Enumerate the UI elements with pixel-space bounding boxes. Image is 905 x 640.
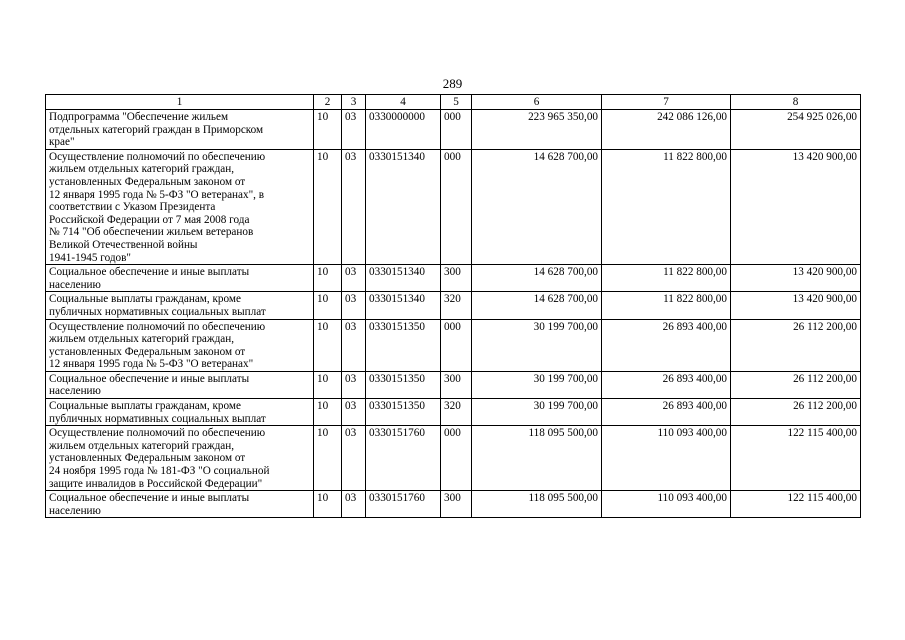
amount-col8-cell: 122 115 400,00 xyxy=(731,491,861,518)
header-cell: 4 xyxy=(366,95,441,110)
amount-col8-cell: 254 925 026,00 xyxy=(731,110,861,150)
subsection-code-cell: 03 xyxy=(342,319,366,371)
row-name-cell: Социальное обеспечение и иные выплаты населению xyxy=(46,265,314,292)
expense-type-cell: 320 xyxy=(441,292,472,319)
table-row xyxy=(46,426,861,491)
amount-col6-cell: 118 095 500,00 xyxy=(472,491,602,518)
amount-col6-cell: 14 628 700,00 xyxy=(472,265,602,292)
header-cell: 6 xyxy=(472,95,602,110)
section-code-cell: 10 xyxy=(314,371,342,398)
amount-col7-cell: 242 086 126,00 xyxy=(602,110,731,150)
header-cell: 5 xyxy=(441,95,472,110)
expense-type-cell: 300 xyxy=(441,265,472,292)
amount-col6-cell: 30 199 700,00 xyxy=(472,319,602,371)
amount-col6-cell: 223 965 350,00 xyxy=(472,110,602,150)
table-row xyxy=(46,319,861,371)
target-article-cell: 0330151340 xyxy=(366,265,441,292)
target-article-cell: 0330000000 xyxy=(366,110,441,150)
row-name-cell: Осуществление полномочий по обеспечению жильем отдельных категорий граждан, установленных Федеральным законом от 12 января 1995 года № 5-ФЗ "О ветеранах" xyxy=(46,319,314,371)
table-row xyxy=(46,491,861,518)
target-article-cell: 0330151350 xyxy=(366,319,441,371)
amount-col7-cell: 11 822 800,00 xyxy=(602,292,731,319)
target-article-cell: 0330151760 xyxy=(366,491,441,518)
row-name-cell: Социальное обеспечение и иные выплаты населению xyxy=(46,491,314,518)
target-article-cell: 0330151350 xyxy=(366,399,441,426)
section-code-cell: 10 xyxy=(314,110,342,150)
section-code-cell: 10 xyxy=(314,292,342,319)
subsection-code-cell: 03 xyxy=(342,426,366,491)
section-code-cell: 10 xyxy=(314,149,342,264)
subsection-code-cell: 03 xyxy=(342,399,366,426)
target-article-cell: 0330151340 xyxy=(366,149,441,264)
expense-type-cell: 300 xyxy=(441,491,472,518)
table-row xyxy=(46,292,861,319)
amount-col6-cell: 14 628 700,00 xyxy=(472,292,602,319)
subsection-code-cell: 03 xyxy=(342,149,366,264)
expense-type-cell: 000 xyxy=(441,149,472,264)
subsection-code-cell: 03 xyxy=(342,110,366,150)
amount-col6-cell: 118 095 500,00 xyxy=(472,426,602,491)
amount-col7-cell: 110 093 400,00 xyxy=(602,426,731,491)
target-article-cell: 0330151340 xyxy=(366,292,441,319)
amount-col6-cell: 30 199 700,00 xyxy=(472,371,602,398)
table-row xyxy=(46,399,861,426)
amount-col8-cell: 13 420 900,00 xyxy=(731,149,861,264)
header-row xyxy=(46,95,861,110)
amount-col8-cell: 13 420 900,00 xyxy=(731,265,861,292)
section-code-cell: 10 xyxy=(314,491,342,518)
table-row xyxy=(46,110,861,150)
target-article-cell: 0330151760 xyxy=(366,426,441,491)
subsection-code-cell: 03 xyxy=(342,371,366,398)
expense-type-cell: 000 xyxy=(441,110,472,150)
table-row xyxy=(46,149,861,264)
expense-type-cell: 000 xyxy=(441,319,472,371)
subsection-code-cell: 03 xyxy=(342,491,366,518)
amount-col7-cell: 26 893 400,00 xyxy=(602,399,731,426)
amount-col8-cell: 26 112 200,00 xyxy=(731,319,861,371)
budget-table xyxy=(45,94,861,518)
table-row xyxy=(46,265,861,292)
header-cell: 3 xyxy=(342,95,366,110)
header-cell: 1 xyxy=(46,95,314,110)
expense-type-cell: 000 xyxy=(441,426,472,491)
amount-col8-cell: 13 420 900,00 xyxy=(731,292,861,319)
section-code-cell: 10 xyxy=(314,319,342,371)
row-name-cell: Подпрограмма "Обеспечение жильем отдельных категорий граждан в Приморском крае" xyxy=(46,110,314,150)
row-name-cell: Осуществление полномочий по обеспечению жильем отдельных категорий граждан, установленных Федеральным законом от 12 января 1995 года № 5-ФЗ "О ветеранах", в соответствии с Указом Президента Российской Федерации от 7 мая 2008 года № 714 "Об обеспечении жильем ветеранов Великой Отечественной войны 1941-1945 годов" xyxy=(46,149,314,264)
amount-col8-cell: 26 112 200,00 xyxy=(731,371,861,398)
row-name-cell: Социальные выплаты гражданам, кроме публичных нормативных социальных выплат xyxy=(46,292,314,319)
amount-col8-cell: 122 115 400,00 xyxy=(731,426,861,491)
section-code-cell: 10 xyxy=(314,426,342,491)
header-cell: 7 xyxy=(602,95,731,110)
subsection-code-cell: 03 xyxy=(342,292,366,319)
amount-col6-cell: 30 199 700,00 xyxy=(472,399,602,426)
row-name-cell: Социальные выплаты гражданам, кроме публичных нормативных социальных выплат xyxy=(46,399,314,426)
header-cell: 8 xyxy=(731,95,861,110)
amount-col7-cell: 26 893 400,00 xyxy=(602,371,731,398)
subsection-code-cell: 03 xyxy=(342,265,366,292)
section-code-cell: 10 xyxy=(314,399,342,426)
page-number: 289 xyxy=(442,76,463,91)
amount-col7-cell: 11 822 800,00 xyxy=(602,149,731,264)
row-name-cell: Осуществление полномочий по обеспечению жильем отдельных категорий граждан, установленных Федеральным законом от 24 ноября 1995 года № 181-ФЗ "О социальной защите инвалидов в Российской Федерации" xyxy=(46,426,314,491)
amount-col7-cell: 11 822 800,00 xyxy=(602,265,731,292)
row-name-cell: Социальное обеспечение и иные выплаты населению xyxy=(46,371,314,398)
amount-col6-cell: 14 628 700,00 xyxy=(472,149,602,264)
target-article-cell: 0330151350 xyxy=(366,371,441,398)
amount-col8-cell: 26 112 200,00 xyxy=(731,399,861,426)
amount-col7-cell: 110 093 400,00 xyxy=(602,491,731,518)
section-code-cell: 10 xyxy=(314,265,342,292)
header-cell: 2 xyxy=(314,95,342,110)
amount-col7-cell: 26 893 400,00 xyxy=(602,319,731,371)
table-row xyxy=(46,371,861,398)
expense-type-cell: 320 xyxy=(441,399,472,426)
expense-type-cell: 300 xyxy=(441,371,472,398)
